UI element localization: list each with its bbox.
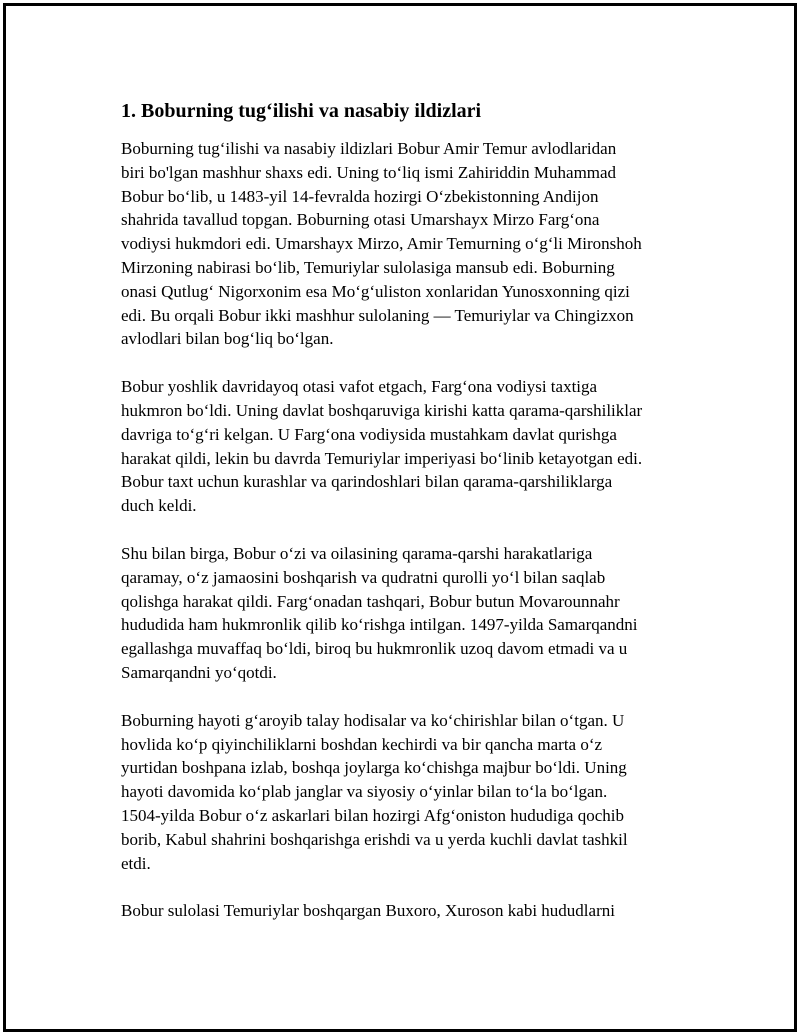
paragraph-kabul: Boburning hayoti g‘aroyib talay hodisalar va ko‘chirishlar bilan o‘tgan. U hovlida ko‘p qiyinchiliklarni boshdan kechirdi va bir qancha marta o‘z yurtidan boshpana izlab, boshqa joylarga ko‘chishga majbur bo‘ldi. Uning hayoti davomida ko‘plab janglar va siyosiy o‘yinlar bilan to‘la bo‘lgan. 1504-yilda Bobur o‘z askarlari bilan hozirgi Afg‘oniston hududiga qochib borib, Kabul shahrini boshqarishga erishdi va u yerda kuchli davlat tashkil etdi. [121, 710, 628, 873]
section-heading: 1. Boburning tug‘ilishi va nasabiy ildizlari [121, 100, 482, 122]
document-body [121, 98, 711, 947]
paragraph-early-reign: Bobur yoshlik davridayoq otasi vafot etgach, Farg‘ona vodiysi taxtiga hukmron bo‘ldi. Uning davlat boshqaruviga kirishi katta qarama-qarshiliklar davriga to‘g‘ri kelgan. U Farg‘ona vodiysida mustahkam davlat qurishga harakat qildi, lekin bu davrda Temuriylar imperiyasi bo‘linib ketayotgan edi. Bobur taxt uchun kurashlar va qarindoshlari bilan qarama-qarshiliklarga duch keldi. [121, 377, 643, 516]
paragraph-origins: Boburning tug‘ilishi va nasabiy ildizlari Bobur Amir Temur avlodlaridan biri bo'lgan mashhur shaxs edi. Uning to‘liq ismi Zahiriddin Muhammad Bobur bo‘lib, u 1483-yil 14-fevralda hozirgi O‘zbekistonning Andijon shahrida tavallud topgan. Boburning otasi Umarshayx Mirzo Farg‘ona vodiysi hukmdori edi. Umarshayx Mirzo, Amir Temurning o‘g‘li Mironshoh Mirzoning nabirasi bo‘lib, Temuriylar sulolasiga mansub edi. Boburning onasi Qutlug‘ Nigorxonim esa Mo‘g‘uliston xonlaridan Yunosxonning qizi edi. Bu orqali Bobur ikki mashhur sulolaning — Temuriylar va Chingizxon avlodlari bilan bog‘liq bo‘lgan. [121, 139, 642, 349]
paragraph-samarkand: Shu bilan birga, Bobur o‘zi va oilasining qarama-qarshi harakatlariga qaramay, o‘z jamaosini boshqarish va qudratni qurolli yo‘l bilan saqlab qolishga harakat qildi. Farg‘onadan tashqari, Bobur butun Movarounnahr hududida ham hukmronlik qilib ko‘rishga intilgan. 1497-yilda Samarqandni egallashga muvaffaq bo‘ldi, biroq bu hukmronlik uzoq davom etmadi va u Samarqandni yo‘qotdi. [121, 543, 638, 682]
paragraph-dynasty: Bobur sulolasi Temuriylar boshqargan Buxoro, Xuroson kabi hududlarni [121, 901, 615, 921]
page-frame [3, 3, 797, 1032]
